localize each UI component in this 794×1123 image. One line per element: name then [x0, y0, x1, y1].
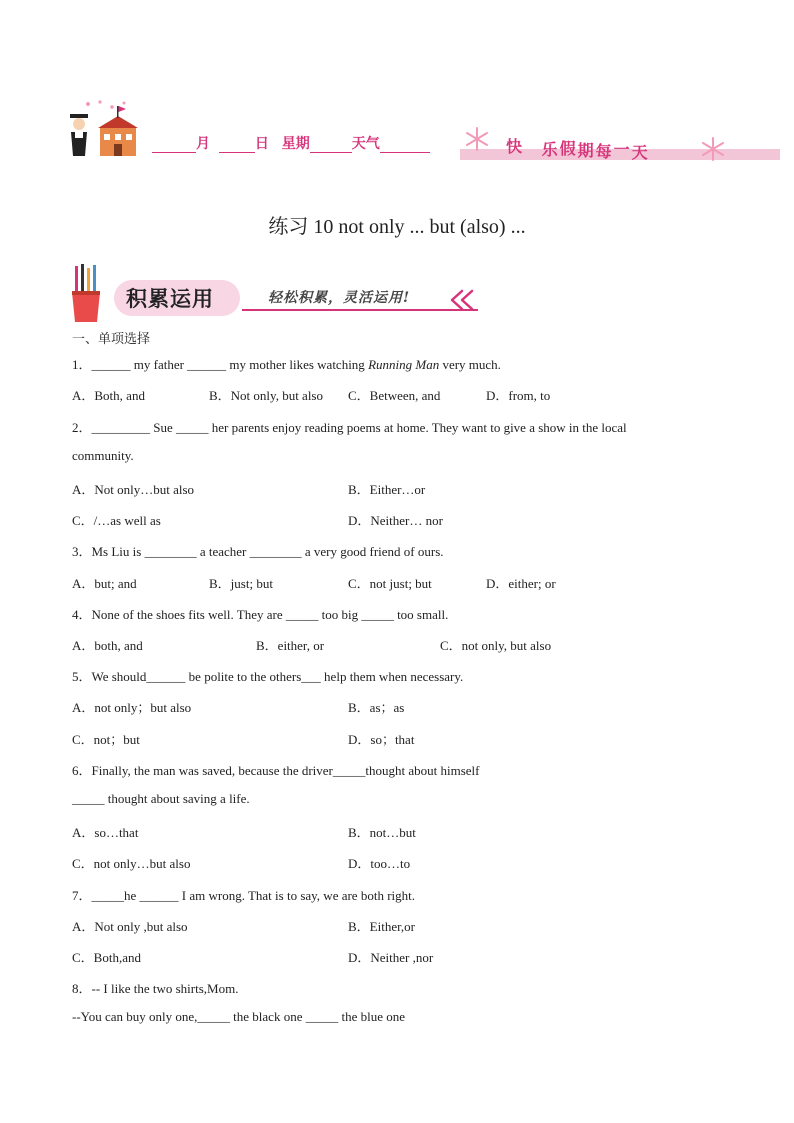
option[interactable]: C．not only…but also: [72, 856, 191, 871]
question-3: 3．Ms Liu is ________ a teacher ________ a very good friend of ours.: [72, 544, 444, 559]
graduate-school-icon: [66, 98, 146, 160]
question-7: 7．_____he ______ I am wrong. That is to say, we are both right.: [72, 888, 415, 903]
slogan-char: 天: [631, 143, 650, 162]
question-text: 1．______ my father ______ my mother likes watching: [72, 357, 369, 372]
slogan-char: 期: [577, 141, 596, 160]
option[interactable]: B．Either…or: [348, 482, 426, 497]
section-heading: 积累运用: [126, 287, 214, 311]
header-illustration: [66, 98, 146, 160]
day-label: 日: [254, 136, 269, 152]
day-blank[interactable]: [219, 138, 255, 153]
weather-label: 天气: [351, 136, 380, 152]
option[interactable]: D．Neither… nor: [348, 513, 443, 528]
question-8-cont: --You can buy only one,_____ the black one _____ the blue one: [72, 1009, 406, 1024]
month-blank[interactable]: [152, 138, 196, 153]
option[interactable]: B．not…but: [348, 825, 416, 840]
question-text-italic: Running Man: [368, 357, 440, 372]
section-label: 一、单项选择: [72, 332, 151, 347]
weather-blank[interactable]: [380, 138, 430, 153]
option[interactable]: C．/…as well as: [72, 513, 161, 528]
weekday-blank[interactable]: [310, 138, 352, 153]
snowflake-icon: [464, 126, 490, 157]
month-label: 月: [196, 136, 210, 152]
option[interactable]: A．so…that: [72, 825, 139, 840]
option[interactable]: C．Between, and: [348, 388, 441, 403]
question-text: very much.: [439, 357, 501, 372]
option[interactable]: D．too…to: [348, 856, 411, 871]
pencil-cup-icon: [70, 264, 102, 327]
question-1: [72, 354, 501, 373]
option[interactable]: B．either, or: [256, 638, 325, 653]
option[interactable]: C．Both,and: [72, 950, 141, 965]
option[interactable]: A．Both, and: [72, 388, 145, 403]
slogan-char: 乐: [541, 140, 560, 159]
question-8: 8．-- I like the two shirts,Mom.: [72, 981, 239, 996]
option[interactable]: B．Either,or: [348, 919, 415, 934]
double-arrow-left-icon: [448, 288, 482, 317]
banner-underline: [242, 309, 478, 311]
slogan: [506, 136, 650, 162]
page-title: 练习 10 not only ... but (also) ...: [268, 216, 526, 238]
option[interactable]: A．Not only…but also: [72, 482, 195, 497]
option[interactable]: C．not only, but also: [440, 638, 552, 653]
question-4: 4．None of the shoes fits well. They are _____ too big _____ too small.: [72, 607, 449, 622]
weekday-label: 星期: [281, 136, 310, 152]
option[interactable]: A．Not only ,but also: [72, 919, 188, 934]
section-subheading: 轻松积累，灵活运用!: [268, 290, 411, 306]
question-2: 2．_________ Sue _____ her parents enjoy reading poems at home. They want to give a show in the local: [72, 420, 627, 435]
option[interactable]: A．not only；but also: [72, 700, 192, 715]
option[interactable]: D．Neither ,nor: [348, 950, 434, 965]
option[interactable]: A．but; and: [72, 576, 137, 591]
option[interactable]: D．from, to: [486, 388, 551, 403]
option[interactable]: B．just; but: [209, 576, 273, 591]
question-6-cont: _____ thought about saving a life.: [72, 791, 250, 806]
option[interactable]: B．as；as: [348, 700, 405, 715]
question-5: 5．We should______ be polite to the others___ help them when necessary.: [72, 669, 464, 684]
option[interactable]: D．so；that: [348, 732, 415, 747]
date-weather-line: [152, 133, 430, 153]
question-2-cont: community.: [72, 448, 134, 463]
slogan-char: 一: [613, 140, 632, 159]
slogan-char: 假: [559, 139, 578, 158]
snowflake-icon: [700, 136, 726, 167]
option[interactable]: A．both, and: [72, 638, 143, 653]
option[interactable]: D．either; or: [486, 576, 556, 591]
slogan-char: 每: [595, 142, 614, 161]
slogan-char: 快: [506, 137, 525, 156]
question-6: 6．Finally, the man was saved, because the driver_____thought about himself: [72, 763, 480, 778]
option[interactable]: C．not；but: [72, 732, 140, 747]
option[interactable]: C．not just; but: [348, 576, 432, 591]
option[interactable]: B．Not only, but also: [209, 388, 323, 403]
